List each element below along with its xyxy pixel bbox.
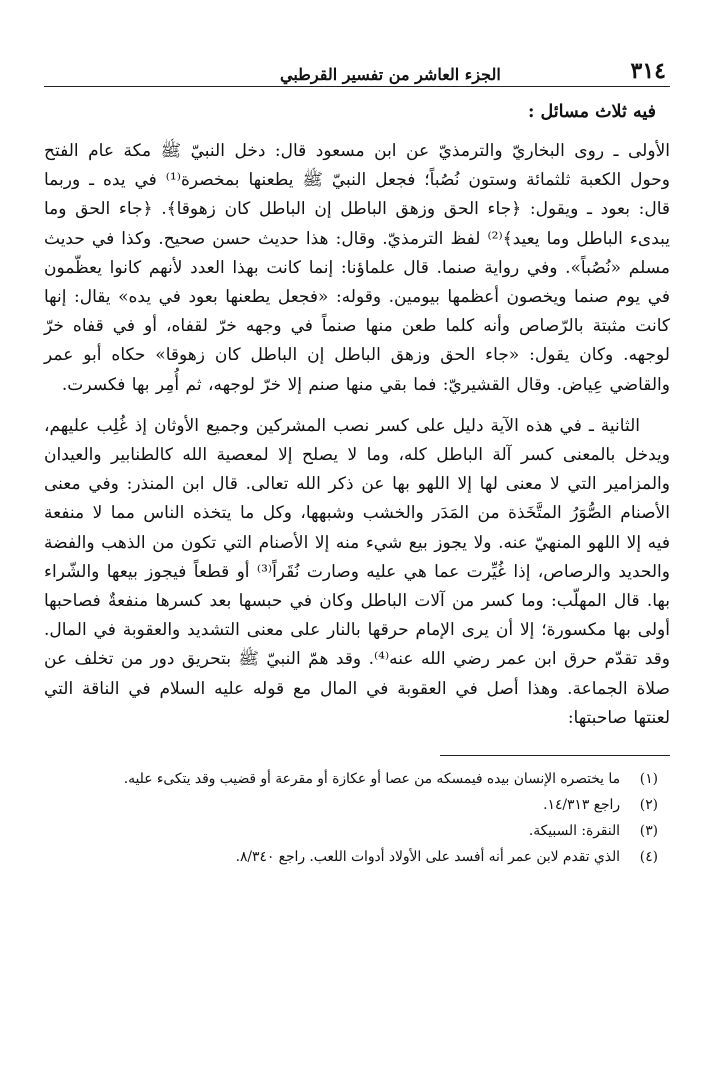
document-page <box>44 58 670 870</box>
footnote-number: (٣) <box>639 823 658 840</box>
paragraph-second-issue: الثانية ـ في هذه الآية دليل على كسر نصب المشركين وجميع الأوثان إذ غُلِب عليهم، ويدخل بالمعنى كسر آلة الباطل كله، وما لا يصلح إلا لمعصية الله كالطنابير والعيدان والمزامير التي لا معنى لها إلا اللهو بها عن ذكر الله تعالى. قال ابن المنذر: وفي معنى الأصنام الصُّوَرُ المتَّخَذة من المَدَر والخشب وشبهها، وكل ما يتخذه الناس مما لا منفعة فيه إلا اللهو المنهيّ عنه. ولا يجوز بيع شيء منه إلا الأصنام التي تكون من الذهب والفضة والحديد والرصاص، إذا غُيِّرت عما هي عليه وصارت نُقَراً⁽³⁾ أو قطعاً فيجوز بيعها والشّراء بها. قال المهلّب: وما كسر من آلات الباطل وكان في حبسها بعد كسرها منفعةٌ فصاحبها أولى بها مكسورة؛ إلا أن يرى الإمام حرقها بالنار على معنى التشديد والعقوبة في المال. وقد تقدّم حرق ابن عمر رضي الله عنه⁽⁴⁾. وقد همّ النبيّ ﷺ بتحريق دور من تخلف عن صلاة الجماعة. وهذا أصل في العقوبة في المال مع قوله عليه السلام في الناقة التي لعنتها صاحبتها: <box>44 415 671 728</box>
footnote-divider <box>440 755 670 756</box>
footnote-number: (٢) <box>639 797 658 814</box>
footnote-text: راجع ١٤/٣١٣. <box>543 797 620 814</box>
footnote-number: (٤) <box>639 849 658 866</box>
footnote-item <box>44 844 658 870</box>
footnote-item <box>44 766 658 792</box>
running-title: الجزء العاشر من تفسير القرطبي <box>280 65 501 84</box>
footnote-number: (١) <box>639 771 658 788</box>
footnotes <box>44 766 670 870</box>
footnote-text: ما يختصره الإنسان بيده فيمسكه من عصا أو عكازة أو مقرعة أو قضيب وقد يتكىء عليه. <box>123 771 620 788</box>
page-number: ٣١٤ <box>630 58 666 84</box>
page-header <box>44 58 670 87</box>
paragraph-first-issue: الأولى ـ روى البخاريّ والترمذيّ عن ابن مسعود قال: دخل النبيّ ﷺ مكة عام الفتح وحول الكعبة ثلثمائة وستون نُصُباً؛ فجعل النبيّ ﷺ يطعنها بمخصرة⁽¹⁾ في يده ـ وربما قال: بعود ـ ويقول: ﴿جاء الحق وزهق الباطل إن الباطل كان زهوقا﴾. ﴿جاء الحق وما يبدىء الباطل وما يعيد﴾⁽²⁾ لفظ الترمذيّ. وقال: هذا حديث حسن صحيح. وكذا في حديث مسلم «نُصُباً». وفي رواية صنما. قال علماؤنا: إنما كانت بهذا العدد لأنهم كانوا يعظّمون في يوم صنما ويخصون أعظمها بيومين. وقوله: «فجعل يطعنها بعود في يده» يقال: إنها كانت مثبتة بالرّصاص وأنه كلما طعن منها صنماً في وجهه خرّ لقفاه، أو في قفاه خرّ لوجهه. وكان يقول: «جاء الحق وزهق الباطل إن الباطل كان زهوقا» حكاه أبو عمر والقاضي عِياض. وقال القشيريّ: فما بقي منها صنم إلا خرّ لوجهه، ثم أُمِر بها فكسرت. <box>44 141 670 395</box>
footnote-item <box>44 818 658 844</box>
footnote-text: الذي تقدم لابن عمر أنه أفسد على الأولاد أدوات اللعب. راجع ٨/٣٤٠. <box>235 849 620 866</box>
section-heading: فيه ثلاث مسائل : <box>528 102 656 122</box>
footnote-text: النقرة: السبيكة. <box>528 823 620 840</box>
footnote-item <box>44 792 658 818</box>
